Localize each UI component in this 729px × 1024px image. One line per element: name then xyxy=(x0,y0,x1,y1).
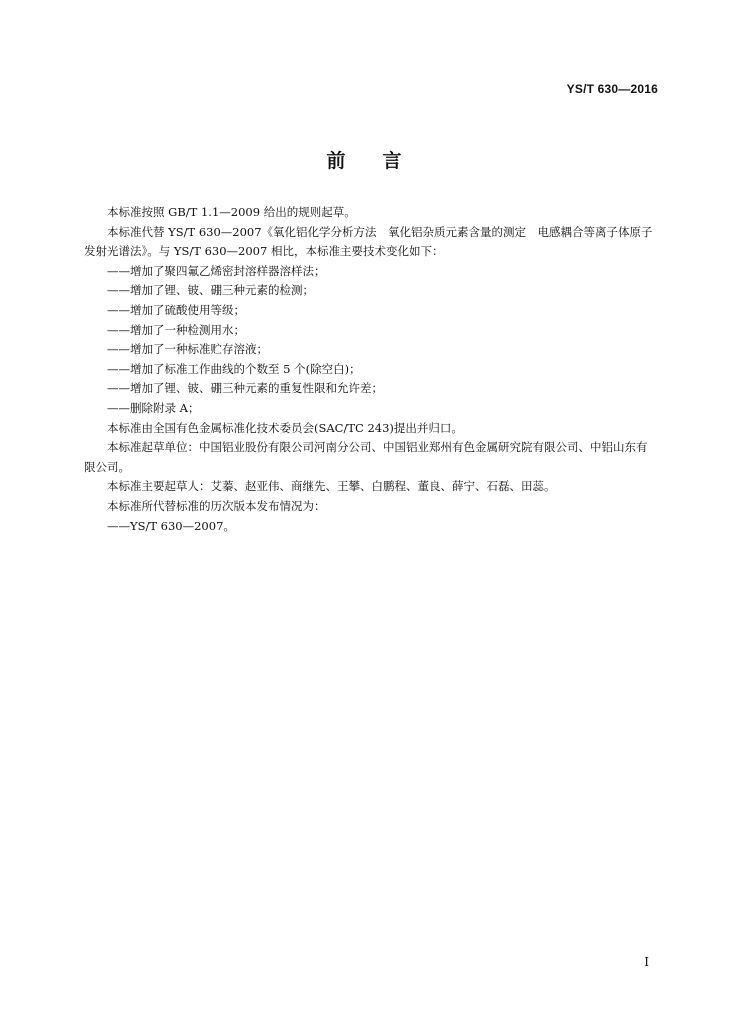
title-char-2: 言 xyxy=(382,150,403,172)
paragraph-proposed-by: 本标准由全国有色金属标准化技术委员会(SAC/TC 243)提出并归口。 xyxy=(107,420,463,435)
page-number: I xyxy=(644,955,649,969)
change-item: ——增加了一种检测用水； xyxy=(107,322,245,337)
history-item: ——YS/T 630—2007。 xyxy=(107,518,235,533)
change-item: ——增加了硫酸使用等级； xyxy=(107,302,245,317)
title-char-1: 前 xyxy=(326,150,347,172)
foreword-body xyxy=(84,203,654,536)
change-item: ——增加了标准工作曲线的个数至 5 个(除空白)； xyxy=(107,361,361,376)
paragraph-drafting-units: 本标准起草单位：中国铝业股份有限公司河南分公司、中国铝业郑州有色金属研究院有限公司、中铝山东有限公司。 xyxy=(84,440,648,474)
standard-code: YS/T 630—2016 xyxy=(566,82,658,96)
change-item: ——增加了一种标准贮存溶液； xyxy=(107,342,268,357)
page-title xyxy=(0,146,729,173)
paragraph-drafting-rules: 本标准按照 GB/T 1.1—2009 给出的规则起草。 xyxy=(107,205,356,219)
change-item: ——增加了锂、铍、硼三种元素的重复性限和允许差； xyxy=(107,381,383,396)
change-item: ——增加了聚四氟乙烯密封溶样器溶样法； xyxy=(107,263,326,278)
change-item: ——删除附录 A； xyxy=(107,400,200,415)
paragraph-drafters: 本标准主要起草人：艾蓁、赵亚伟、商继先、王攀、白鹏程、董良、薛宁、石磊、田蕊。 xyxy=(107,479,556,494)
change-item: ——增加了锂、铍、硼三种元素的检测； xyxy=(107,283,314,298)
paragraph-replaces: 本标准代替 YS/T 630—2007《氧化铝化学分析方法 氧化铝杂质元素含量的测定 电感耦合等离子体原子发射光谱法》。与 YS/T 630—2007 相比，本标准主要技术变化如下： xyxy=(84,224,653,259)
paragraph-history-intro: 本标准所代替标准的历次版本发布情况为： xyxy=(107,498,326,513)
